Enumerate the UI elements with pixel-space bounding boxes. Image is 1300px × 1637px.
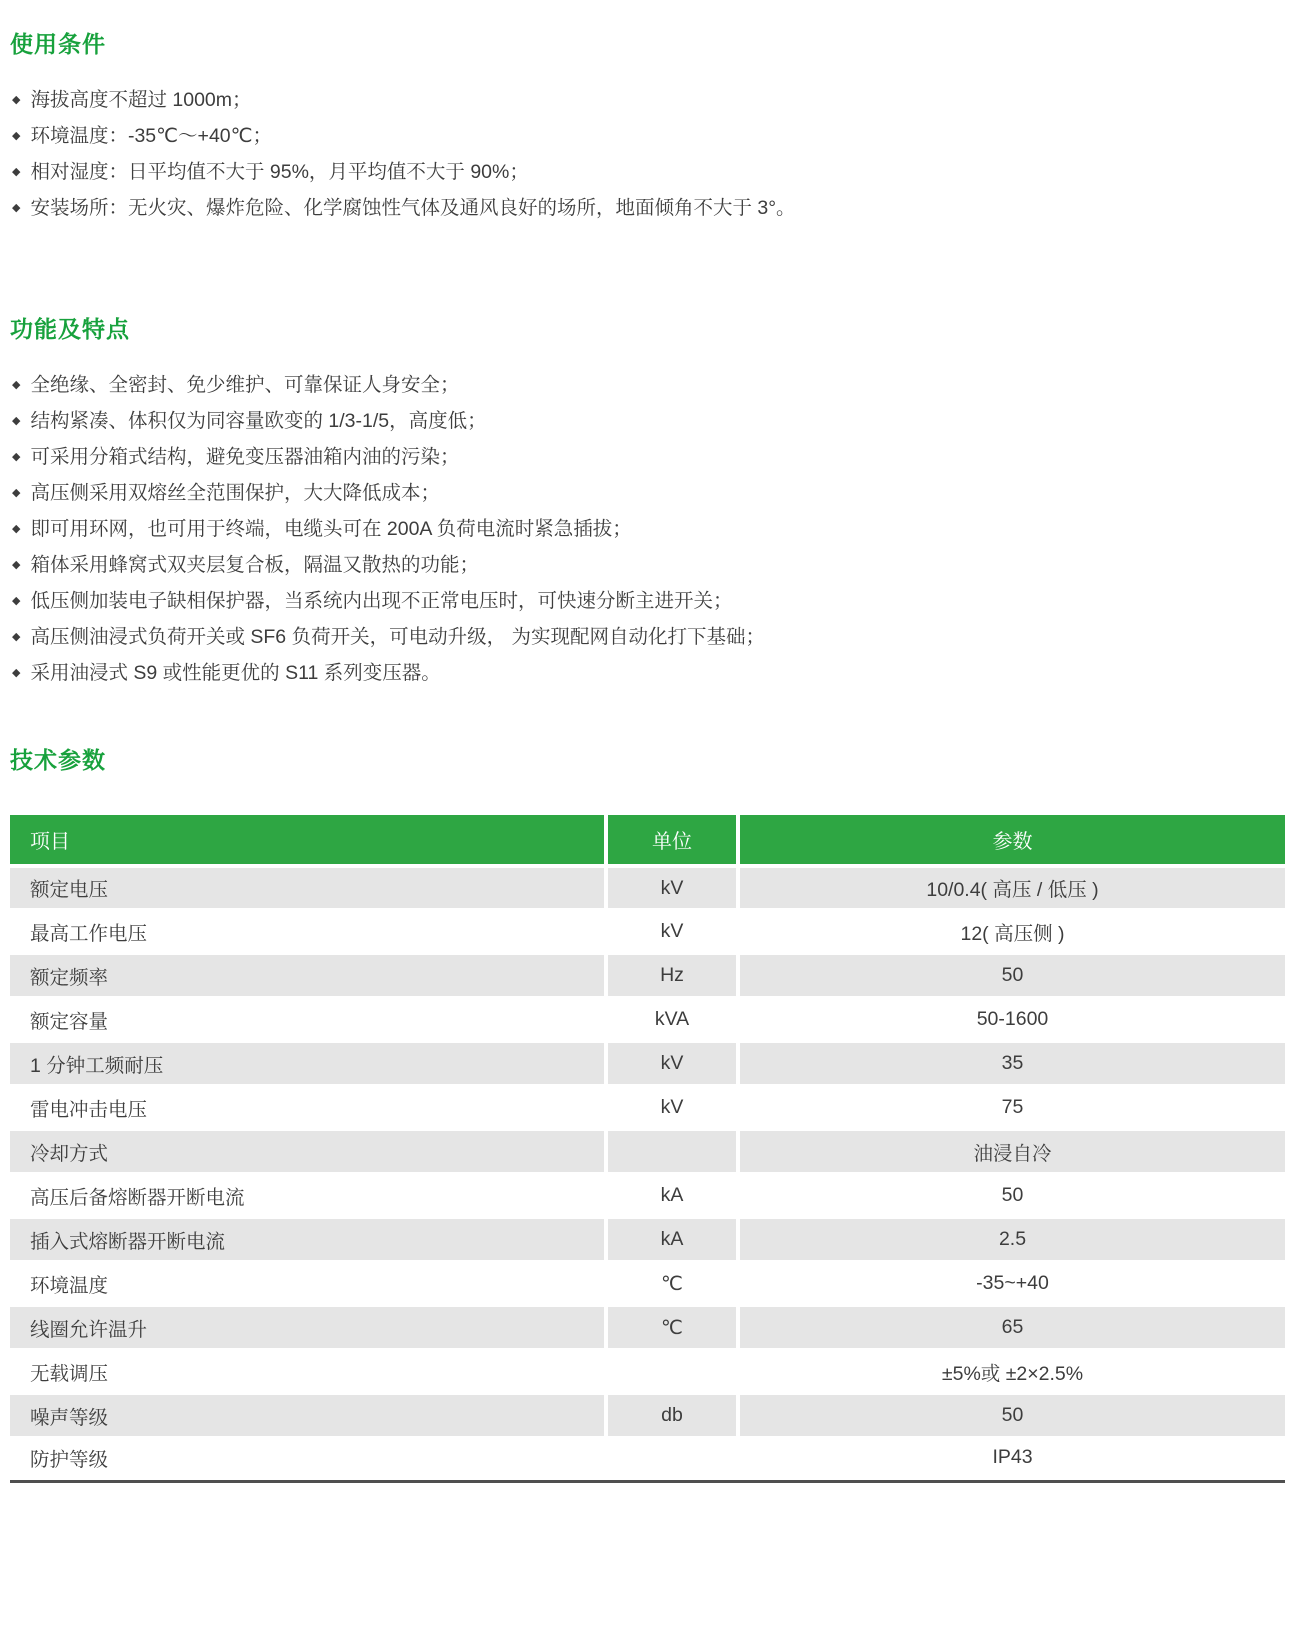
column-header-value: 参数 <box>736 815 1285 864</box>
section-features <box>10 311 1285 684</box>
cell-value: 50 <box>736 952 1285 996</box>
column-header-item: 项目 <box>10 815 604 864</box>
table-row <box>10 908 1285 952</box>
cell-item: 无载调压 <box>10 1348 604 1392</box>
bullet-item <box>10 161 1285 183</box>
cell-value: 65 <box>736 1304 1285 1348</box>
diamond-bullet-icon: ◆ <box>12 451 21 463</box>
bullet-text: 全绝缘、全密封、免少维护、可靠保证人身安全； <box>30 374 460 396</box>
cell-unit: db <box>604 1392 736 1436</box>
table-row <box>10 1392 1285 1436</box>
cell-value: 2.5 <box>736 1216 1285 1260</box>
cell-unit: Hz <box>604 952 736 996</box>
cell-unit <box>604 1128 736 1172</box>
cell-value: 12( 高压侧 ) <box>736 908 1285 952</box>
table-row <box>10 1084 1285 1128</box>
table-row <box>10 952 1285 996</box>
table-row <box>10 1040 1285 1084</box>
cell-value: 75 <box>736 1084 1285 1128</box>
spec-table-header-row <box>10 815 1285 864</box>
cell-item: 环境温度 <box>10 1260 604 1304</box>
table-row <box>10 1216 1285 1260</box>
cell-item: 雷电冲击电压 <box>10 1084 604 1128</box>
table-row <box>10 996 1285 1040</box>
bullet-item <box>10 482 1285 504</box>
table-row <box>10 1128 1285 1172</box>
diamond-bullet-icon: ◆ <box>12 487 21 499</box>
cell-unit: kV <box>604 1084 736 1128</box>
cell-unit: kV <box>604 864 736 908</box>
diamond-bullet-icon: ◆ <box>12 166 21 178</box>
cell-item: 线圈允许温升 <box>10 1304 604 1348</box>
cell-item: 冷却方式 <box>10 1128 604 1172</box>
cell-item: 噪声等级 <box>10 1392 604 1436</box>
cell-item: 额定频率 <box>10 952 604 996</box>
diamond-bullet-icon: ◆ <box>12 379 21 391</box>
spec-table-container <box>10 815 1285 1483</box>
cell-item: 防护等级 <box>10 1436 604 1480</box>
section-title-usage-conditions: 使用条件 <box>10 31 106 57</box>
bullet-item <box>10 626 1285 648</box>
cell-unit: kV <box>604 908 736 952</box>
diamond-bullet-icon: ◆ <box>12 523 21 535</box>
bullet-item <box>10 410 1285 432</box>
cell-unit: ℃ <box>604 1260 736 1304</box>
section-usage-conditions <box>10 26 1285 219</box>
bullet-text: 结构紧凑、体积仅为同容量欧变的 1/3-1/5，高度低； <box>30 410 487 432</box>
bullet-item <box>10 89 1285 111</box>
bullet-item <box>10 590 1285 612</box>
bullet-text: 即可用环网，也可用于终端，电缆头可在 200A 负荷电流时紧急插拔； <box>30 518 632 540</box>
cell-value: 油浸自冷 <box>736 1128 1285 1172</box>
cell-item: 额定电压 <box>10 864 604 908</box>
cell-unit <box>604 1436 736 1480</box>
bullet-text: 可采用分箱式结构，避免变压器油箱内油的污染； <box>30 446 460 468</box>
bullet-item <box>10 554 1285 576</box>
cell-item: 1 分钟工频耐压 <box>10 1040 604 1084</box>
section-technical-parameters <box>10 742 1285 1483</box>
cell-value: 50 <box>736 1392 1285 1436</box>
usage-conditions-list <box>10 89 1285 219</box>
spec-table-body <box>10 864 1285 1480</box>
table-row <box>10 1260 1285 1304</box>
cell-value: ±5%或 ±2×2.5% <box>736 1348 1285 1392</box>
cell-unit: kVA <box>604 996 736 1040</box>
diamond-bullet-icon: ◆ <box>12 202 21 214</box>
cell-item: 高压后备熔断器开断电流 <box>10 1172 604 1216</box>
cell-value: 35 <box>736 1040 1285 1084</box>
diamond-bullet-icon: ◆ <box>12 94 21 106</box>
bullet-text: 采用油浸式 S9 或性能更优的 S11 系列变压器。 <box>30 662 441 684</box>
cell-unit: kV <box>604 1040 736 1084</box>
table-row <box>10 1436 1285 1480</box>
bullet-item <box>10 518 1285 540</box>
cell-unit: kA <box>604 1216 736 1260</box>
bullet-text: 相对湿度：日平均值不大于 95%，月平均值不大于 90%； <box>30 161 529 183</box>
bullet-text: 安装场所：无火灾、爆炸危险、化学腐蚀性气体及通风良好的场所，地面倾角不大于 3°。 <box>30 197 796 219</box>
cell-item: 额定容量 <box>10 996 604 1040</box>
bullet-item <box>10 197 1285 219</box>
table-row <box>10 1172 1285 1216</box>
cell-value: 50 <box>736 1172 1285 1216</box>
diamond-bullet-icon: ◆ <box>12 595 21 607</box>
cell-unit: kA <box>604 1172 736 1216</box>
cell-value: 50-1600 <box>736 996 1285 1040</box>
features-list <box>10 374 1285 684</box>
bullet-text: 箱体采用蜂窝式双夹层复合板，隔温又散热的功能； <box>30 554 479 576</box>
table-row <box>10 1348 1285 1392</box>
bullet-item <box>10 446 1285 468</box>
bullet-text: 高压侧采用双熔丝全范围保护，大大降低成本； <box>30 482 440 504</box>
cell-unit <box>604 1348 736 1392</box>
section-title-technical-parameters: 技术参数 <box>10 747 106 773</box>
spec-table <box>10 815 1285 1480</box>
diamond-bullet-icon: ◆ <box>12 415 21 427</box>
column-header-unit: 单位 <box>604 815 736 864</box>
cell-item: 插入式熔断器开断电流 <box>10 1216 604 1260</box>
bullet-text: 环境温度：-35℃～+40℃； <box>30 125 273 147</box>
diamond-bullet-icon: ◆ <box>12 130 21 142</box>
cell-item: 最高工作电压 <box>10 908 604 952</box>
bullet-text: 高压侧油浸式负荷开关或 SF6 负荷开关，可电动升级， 为实现配网自动化打下基础； <box>30 626 765 648</box>
diamond-bullet-icon: ◆ <box>12 631 21 643</box>
bullet-item <box>10 662 1285 684</box>
diamond-bullet-icon: ◆ <box>12 559 21 571</box>
cell-value: IP43 <box>736 1436 1285 1480</box>
cell-value: 10/0.4( 高压 / 低压 ) <box>736 864 1285 908</box>
bullet-text: 海拔高度不超过 1000m； <box>30 89 252 111</box>
diamond-bullet-icon: ◆ <box>12 667 21 679</box>
cell-unit: ℃ <box>604 1304 736 1348</box>
section-title-features: 功能及特点 <box>10 316 130 342</box>
bullet-text: 低压侧加装电子缺相保护器，当系统内出现不正常电压时，可快速分断主进开关； <box>30 590 733 612</box>
table-row <box>10 864 1285 908</box>
bullet-item <box>10 374 1285 396</box>
cell-value: -35~+40 <box>736 1260 1285 1304</box>
bullet-item <box>10 125 1285 147</box>
table-row <box>10 1304 1285 1348</box>
